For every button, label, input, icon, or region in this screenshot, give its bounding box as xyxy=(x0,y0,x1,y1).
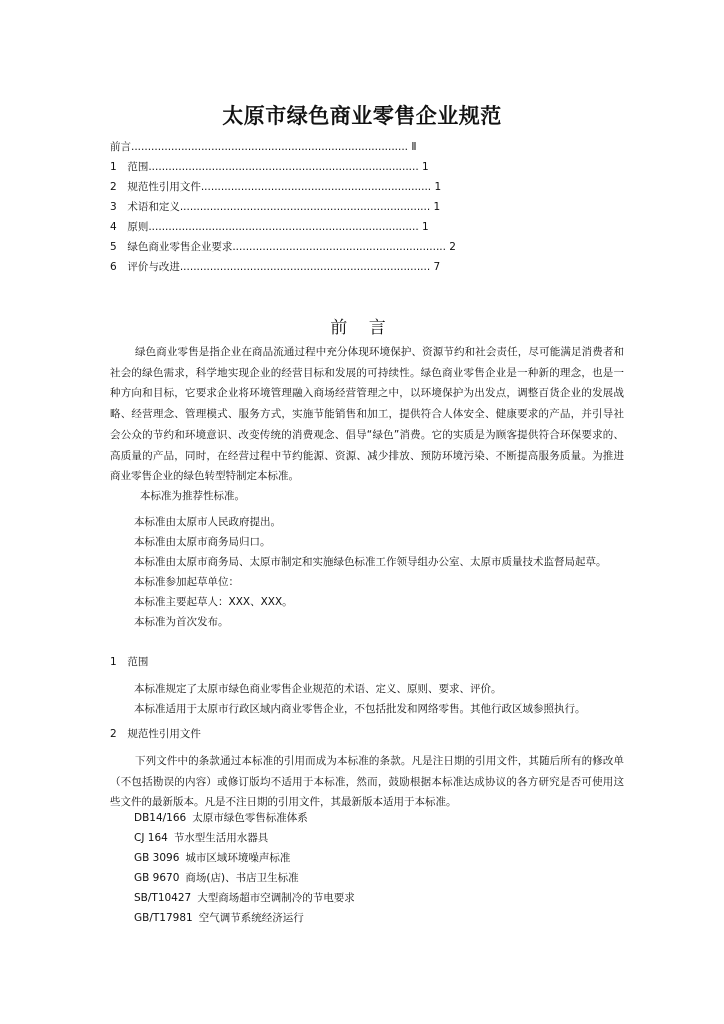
reference-item xyxy=(134,888,355,908)
scope-line: 本标准规定了太原市绿色商业零售企业规范的术语、定义、原则、要求、评价。 xyxy=(134,683,502,695)
toc-entry-page: 1 xyxy=(433,201,441,213)
foreword-recommended-line: 本标准为推荐性标准。 xyxy=(140,490,245,502)
reference-code: DB14/166 xyxy=(134,812,187,824)
toc-entry-leader: ................................................................ xyxy=(232,241,446,253)
foreword-line: 本标准由太原市商务局归口。 xyxy=(134,536,271,548)
section-number: 1 xyxy=(110,656,117,668)
toc-entry-leader: ................................................................................... xyxy=(131,141,409,153)
toc-entry-page: Ⅱ xyxy=(411,141,417,153)
reference-item xyxy=(134,828,268,848)
scope-line: 本标准适用于太原市行政区域内商业零售企业，不包括批发和网络零售。其他行政区域参照执行。 xyxy=(134,703,586,715)
reference-item xyxy=(134,808,308,828)
toc-entry-number: 1 xyxy=(110,161,117,173)
reference-name: 城市区域环境噪声标准 xyxy=(185,852,291,864)
foreword-line: 本标准由太原市商务局、太原市制定和实施绿色标准工作领导组办公室、太原市质量技术监督局起草。 xyxy=(134,556,607,568)
toc-entry-label: 原则 xyxy=(127,221,149,233)
toc-entry-terms[interactable] xyxy=(110,197,630,217)
foreword-line: 本标准参加起草单位： xyxy=(134,576,239,588)
toc-entry-label: 范围 xyxy=(127,161,149,173)
reference-code: GB 3096 xyxy=(134,852,180,864)
toc-entry-evaluation[interactable] xyxy=(110,257,630,277)
reference-code: SB/T10427 xyxy=(134,892,192,904)
section-heading-scope xyxy=(110,652,148,672)
toc-entry-scope[interactable] xyxy=(110,157,630,177)
foreword-intro-paragraph: 绿色商业零售是指企业在商品流通过程中充分体现环境保护、资源节约和社会责任，尽可能满足消费者和社会的绿色需求，科学地实现企业的经营目标和发展的可持续性。绿色商业零售企业是一种新的理念，也是一种方向和目标，它要求企业将环境管理融入商场经营管理之中，以环境保护为出发点，调整百货企业的发展战略、经营理念、管理模式、服务方式，实施节能销售和加工，提供符合人体安全、健康要求的产品，并引导社会公众的节约和环境意识、改变传统的消费观念、倡导“绿色”消费。它的实质是为顾客提供符合环保要求的、高质量的产品，同时，在经营过程中节约能源、资源、减少排放、预防环境污染、不断提高服务质量。为推进商业零售企业的绿色转型特制定本标准。 xyxy=(110,346,624,483)
foreword-line: 本标准主要起草人：XXX、XXX。 xyxy=(134,596,293,608)
foreword-title: 前 言 xyxy=(330,318,394,338)
toc-entry-label: 术语和定义 xyxy=(127,201,180,213)
reference-name: 太原市绿色零售标准体系 xyxy=(192,812,308,824)
toc-entry-page: 1 xyxy=(434,181,442,193)
toc-entry-foreword[interactable] xyxy=(110,137,630,157)
section-heading-normative-references xyxy=(110,724,201,744)
toc-entry-page: 2 xyxy=(449,241,456,253)
toc-entry-number: 5 xyxy=(110,241,117,253)
toc-entry-page: 7 xyxy=(433,261,441,273)
toc-entry-requirements[interactable] xyxy=(110,237,630,257)
reference-code: CJ 164 xyxy=(134,832,168,844)
toc-entry-label: 评价与改进 xyxy=(127,261,180,273)
document-title: 太原市绿色商业零售企业规范 xyxy=(222,104,502,128)
table-of-contents xyxy=(110,137,630,277)
reference-name: 空气调节系统经济运行 xyxy=(198,912,304,924)
toc-entry-leader: ..................................................................... xyxy=(200,181,432,193)
toc-entry-page: 1 xyxy=(422,161,429,173)
references-intro-paragraph: 下列文件中的条款通过本标准的引用而成为本标准的条款。凡是注日期的引用文件，其随后所有的修改单（不包括勘误的内容）或修订版均不适用于本标准，然而，鼓励根据本标准达成协议的各方研究是否可使用这些文件的最新版本。凡是不注日期的引用文件，其最新版本适用于本标准。 xyxy=(110,755,624,809)
toc-entry-leader: ........................................................................... xyxy=(179,261,431,273)
toc-entry-leader: ........................................................................... xyxy=(179,201,431,213)
reference-item xyxy=(134,908,304,928)
section-title: 规范性引用文件 xyxy=(127,728,201,740)
section-number: 2 xyxy=(110,728,117,740)
toc-entry-label: 绿色商业零售企业要求 xyxy=(127,241,233,253)
reference-item xyxy=(134,868,299,888)
section-title: 范围 xyxy=(127,656,149,668)
toc-entry-number: 3 xyxy=(110,201,117,213)
foreword-line: 本标准为首次发布。 xyxy=(134,616,229,628)
toc-entry-number: 6 xyxy=(110,261,117,273)
toc-entry-normative-references[interactable] xyxy=(110,177,630,197)
toc-entry-page: 1 xyxy=(422,221,429,233)
reference-item xyxy=(134,848,290,868)
reference-name: 节水型生活用水器具 xyxy=(173,832,269,844)
toc-entry-label: 前言 xyxy=(110,141,131,153)
reference-name: 大型商场超市空调制冷的节电要求 xyxy=(197,892,355,904)
toc-entry-principles[interactable] xyxy=(110,217,630,237)
toc-entry-number: 4 xyxy=(110,221,117,233)
toc-entry-leader: ................................................................................. xyxy=(148,161,419,173)
toc-entry-leader: ................................................................................. xyxy=(148,221,419,233)
reference-name: 商场(店)、书店卫生标准 xyxy=(185,872,299,884)
reference-code: GB 9670 xyxy=(134,872,180,884)
toc-entry-number: 2 xyxy=(110,181,117,193)
reference-code: GB/T17981 xyxy=(134,912,193,924)
foreword-line: 本标准由太原市人民政府提出。 xyxy=(134,516,281,528)
toc-entry-label: 规范性引用文件 xyxy=(127,181,201,193)
